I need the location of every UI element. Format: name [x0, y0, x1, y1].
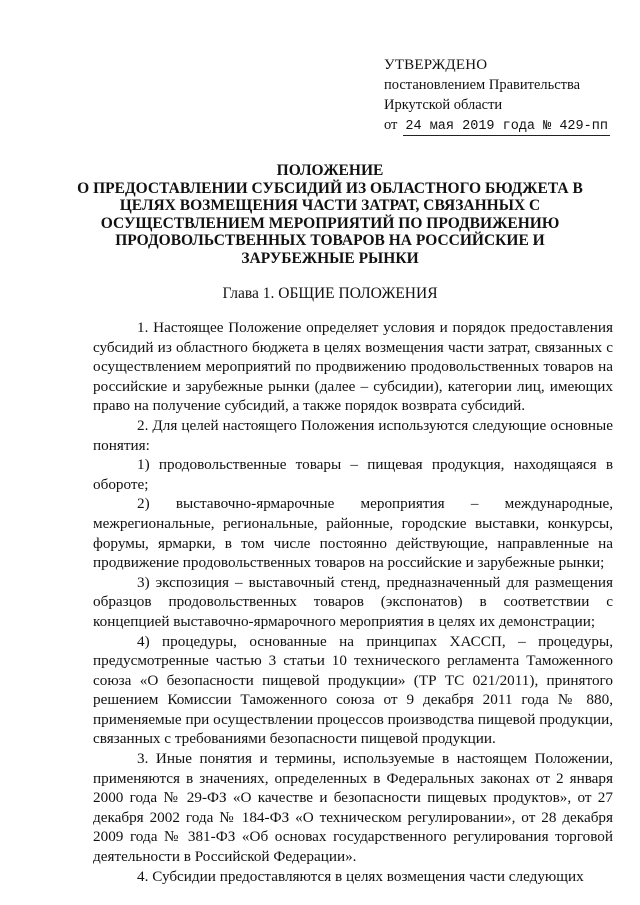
- paragraph: 1) продовольственные товары – пищевая продукция, находящаяся в обороте;: [93, 456, 613, 493]
- paragraph: 2. Для целей настоящего Положения используются следующие основные понятия:: [93, 416, 613, 454]
- paragraph: 3) экспозиция – выставочный стенд, предназначенный для размещения образцов продовольственных товаров (экспонатов) в соответствии с концепцией выставочно-ярмарочного мероприятия в целях их демонстрации;: [93, 573, 613, 630]
- document-body: [93, 318, 613, 886]
- title-line: ПРОДОВОЛЬСТВЕННЫХ ТОВАРОВ НА РОССИЙСКИЕ И: [115, 232, 545, 249]
- title-line: ПОЛОЖЕНИЕ: [276, 162, 384, 179]
- chapter-heading: Глава 1. ОБЩИЕ ПОЛОЖЕНИЯ: [222, 285, 438, 302]
- title-line: ОСУЩЕСТВЛЕНИЕМ МЕРОПРИЯТИЙ ПО ПРОДВИЖЕНИЮ: [100, 214, 560, 232]
- paragraph: 2) выставочно-ярмарочные мероприятия – международные, межрегиональные, региональные, районные, городские выставки, конкурсы, форумы, ярмарки, в том числе постоянно действующие, направленные на продвижение продовольственных товаров на российские и зарубежные рынки;: [93, 495, 613, 572]
- paragraph: 3. Иные понятия и термины, используемые в настоящем Положении, применяются в значениях, определенных в Федеральных законах от 2 января 2000 года № 29-ФЗ «О качестве и безопасности пищевых продуктов», от 27 декабря 2002 года № 184-ФЗ «О техническом регулировании», от 28 декабря 2009 года № 381-ФЗ «Об основах государственного регулирования торговой деятельности в Российской Федерации».: [93, 750, 613, 866]
- document-title: [60, 162, 600, 267]
- title-line: ЗАРУБЕЖНЫЕ РЫНКИ: [241, 249, 419, 267]
- approval-line-1: постановлением Правительства: [384, 77, 581, 93]
- paragraph: 1. Настоящее Положение определяет условия и порядок предоставления субсидий из областного бюджета в целях возмещения части затрат, связанных с осуществлением мероприятий по продвижению продовольственных товаров на российские и зарубежные рынки (далее – субсидии), категории лиц, имеющих право на получение субсидий, а также порядок возврата субсидий.: [93, 319, 613, 415]
- title-line: О ПРЕДОСТАВЛЕНИИ СУБСИДИЙ ИЗ ОБЛАСТНОГО БЮДЖЕТА В: [77, 179, 583, 197]
- title-line: ЦЕЛЯХ ВОЗМЕЩЕНИЯ ЧАСТИ ЗАТРАТ, СВЯЗАННЫХ С: [119, 197, 541, 214]
- paragraph: 4) процедуры, основанные на принципах ХАССП, – процедуры, предусмотренные частью 3 статьи 10 технического регламента Таможенного союза «О безопасности пищевой продукции» (ТР ТС 021/2011), принятого решением Комиссии Таможенного союза от 9 декабря 2011 года № 880, применяемые при осуществлении процессов производства пищевой продукции, связанных с требованиями безопасности пищевой продукции.: [93, 632, 613, 748]
- paragraph: 4. Субсидии предоставляются в целях возмещения части следующих: [137, 867, 584, 885]
- approval-title: УТВЕРЖДЕНО: [384, 57, 488, 73]
- approval-line-2: Иркутской области: [384, 97, 503, 113]
- approval-date-number: 24 мая 2019 года № 429-пп: [405, 119, 608, 134]
- approval-date-line: [384, 115, 634, 136]
- approval-stamp: [384, 55, 634, 136]
- approval-date-prefix: от: [384, 117, 398, 133]
